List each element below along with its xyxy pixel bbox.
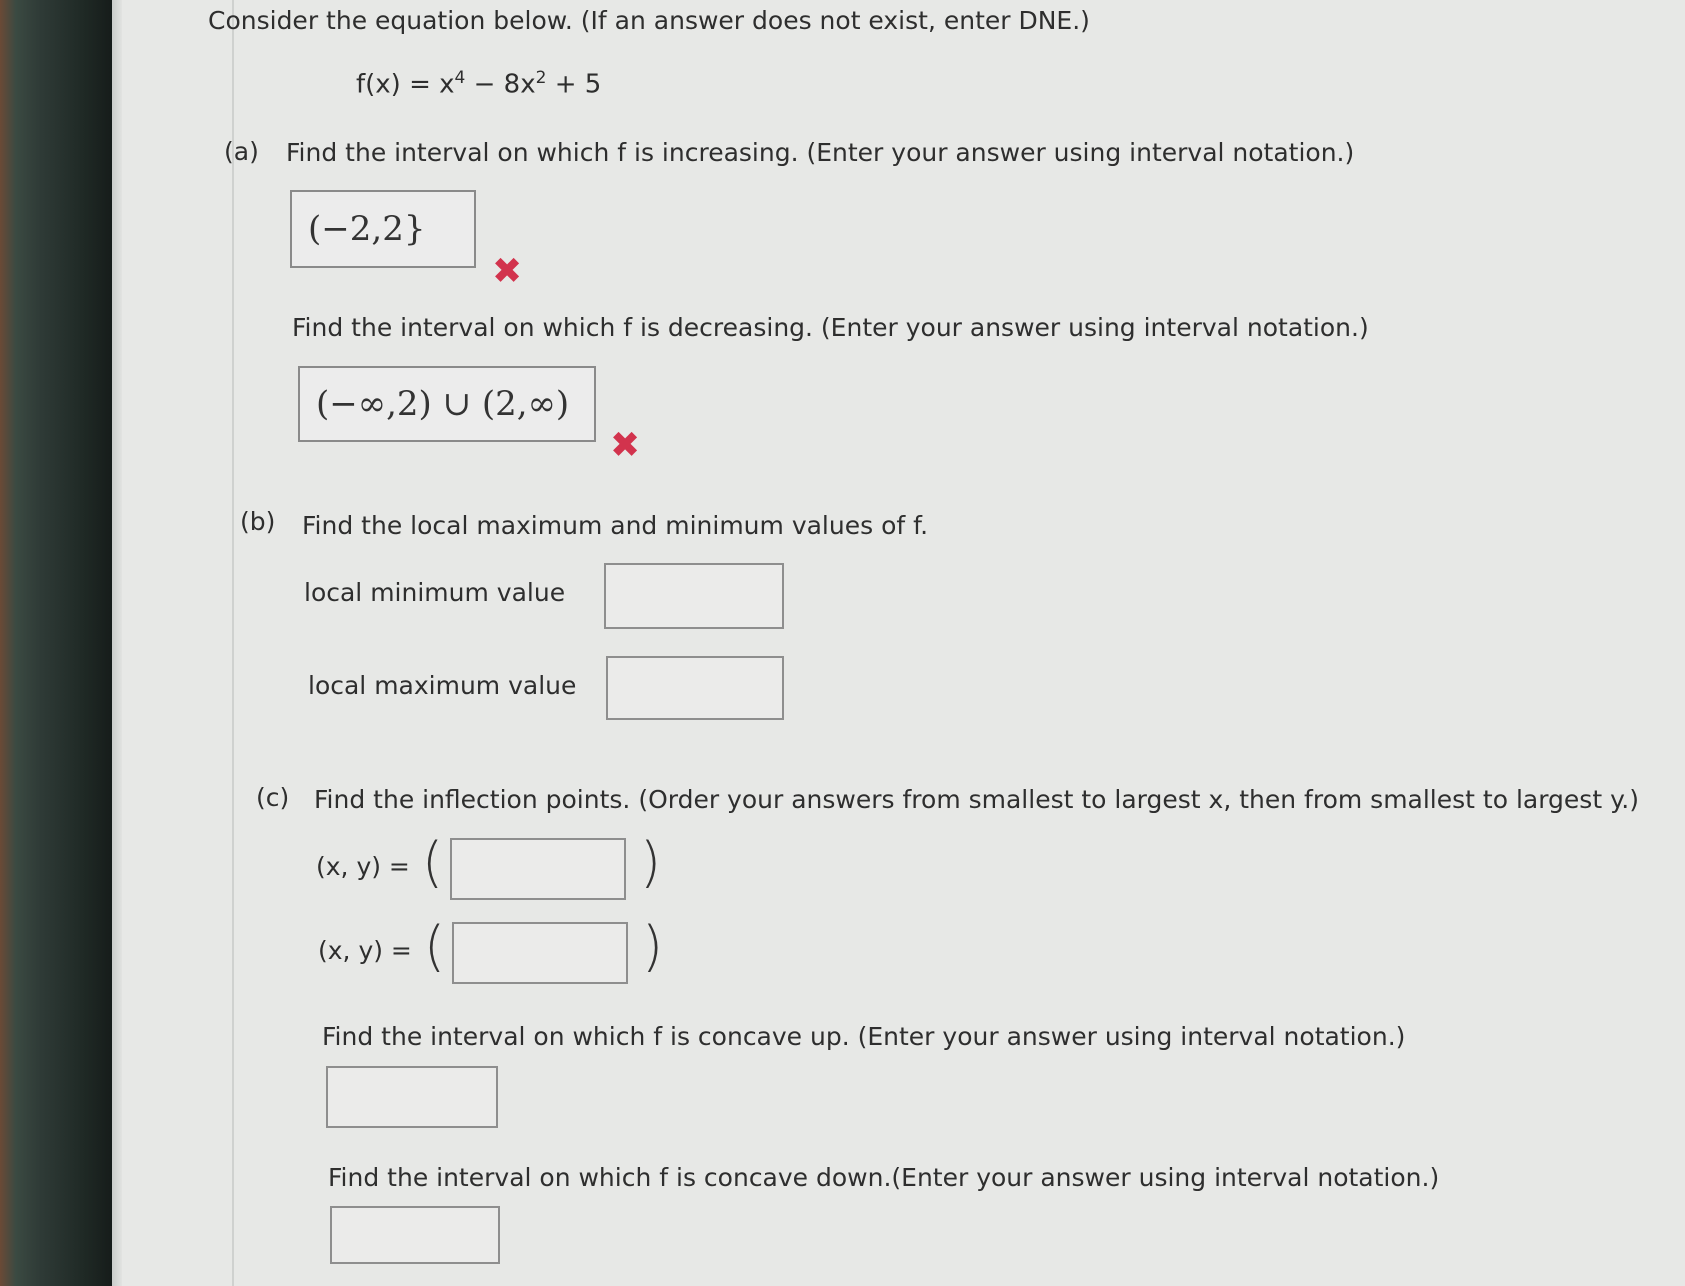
equation-exp2: 2 — [535, 68, 547, 88]
margin-divider — [232, 0, 234, 1286]
concave-up-prompt: Find the interval on which f is concave up. (Enter your answer using interval notation.) — [322, 1022, 1406, 1051]
point-2-label: (x, y) = — [318, 936, 412, 965]
intro-text: Consider the equation below. (If an answer does not exist, enter DNE.) — [208, 6, 1090, 35]
increasing-prompt: Find the interval on which f is increasing. (Enter your answer using interval notation.) — [286, 138, 1355, 167]
equation — [356, 68, 601, 100]
point-2-open-paren: ( — [424, 915, 446, 978]
local-min-label: local minimum value — [304, 578, 566, 607]
inflection-point-1-input[interactable] — [450, 838, 626, 900]
local-min-input[interactable] — [604, 563, 784, 629]
point-1-open-paren: ( — [422, 831, 444, 894]
concave-down-input[interactable] — [330, 1206, 500, 1264]
equation-mid: − 8x — [465, 69, 536, 100]
incorrect-icon: ✖ — [492, 251, 523, 292]
part-a-label: (a) — [224, 137, 259, 166]
part-b-prompt: Find the local maximum and minimum values of f. — [302, 511, 929, 540]
monitor-bezel — [0, 0, 112, 1286]
part-c-label: (c) — [256, 783, 290, 812]
point-1-label: (x, y) = — [316, 852, 410, 881]
decreasing-prompt: Find the interval on which f is decreasing. (Enter your answer using interval notation.) — [292, 313, 1369, 342]
point-1-close-paren: ) — [640, 831, 662, 894]
inflection-point-2-input[interactable] — [452, 922, 628, 984]
point-2-close-paren: ) — [642, 915, 664, 978]
decreasing-answer-input[interactable]: (−∞,2) ∪ (2,∞) — [298, 366, 596, 442]
screen-edge — [112, 0, 122, 1286]
equation-exp1: 4 — [454, 68, 466, 88]
local-max-input[interactable] — [606, 656, 784, 720]
local-max-label: local maximum value — [308, 671, 577, 700]
increasing-answer-input[interactable]: (−2,2} — [290, 190, 476, 268]
incorrect-icon: ✖ — [610, 425, 641, 466]
equation-lhs: f(x) = x — [356, 69, 455, 100]
part-b-label: (b) — [240, 507, 276, 536]
equation-rhs: + 5 — [546, 69, 602, 100]
concave-down-prompt: Find the interval on which f is concave down.(Enter your answer using interval notation.) — [328, 1163, 1440, 1192]
concave-up-input[interactable] — [326, 1066, 498, 1128]
part-c-prompt: Find the inflection points. (Order your answers from smallest to largest x, then from smallest to largest y.) — [314, 785, 1640, 814]
